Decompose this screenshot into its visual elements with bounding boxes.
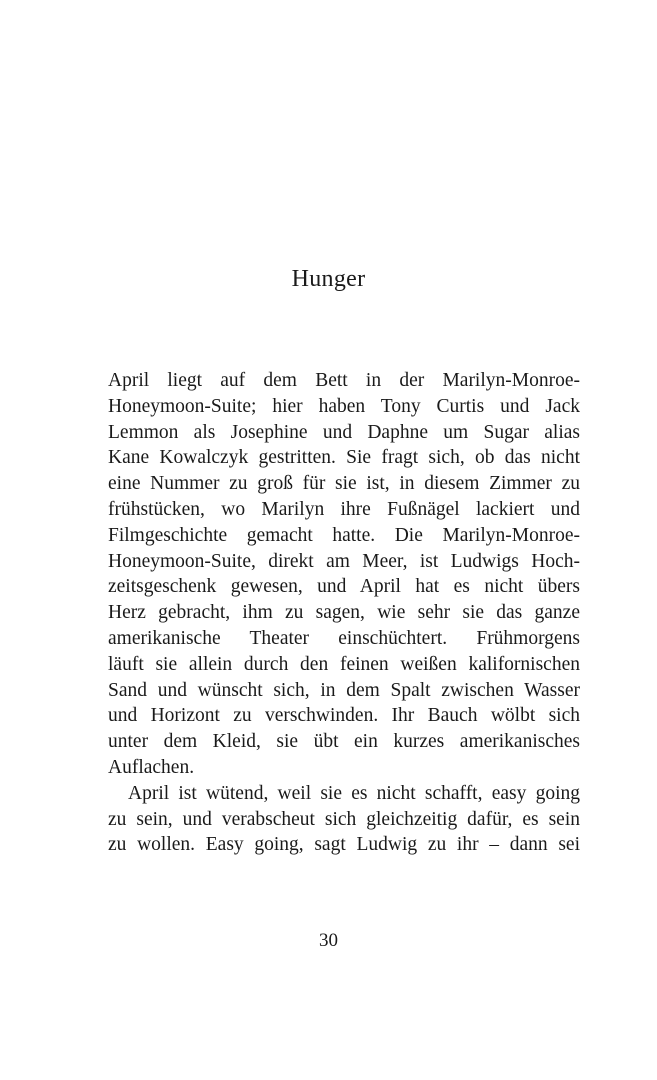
text-line: und Horizont zu verschwinden. Ihr Bauch wölbt sich	[108, 705, 580, 727]
text-line: Honeymoon-Suite, direkt am Meer, ist Ludwigs Hoch-	[108, 550, 580, 572]
text-line: Herz gebracht, ihm zu sagen, wie sehr sie das ganze	[108, 602, 580, 624]
text-line: Filmgeschichte gemacht hatte. Die Marilyn-Monroe-	[108, 524, 580, 546]
text-line: zu sein, und verabscheut sich gleichzeitig dafür, es sein	[108, 808, 580, 830]
page-number: 30	[319, 930, 338, 951]
text-line: Honeymoon-Suite; hier haben Tony Curtis und Jack	[108, 395, 580, 417]
text-line: zu wollen. Easy going, sagt Ludwig zu ihr – dann sei	[108, 834, 580, 856]
text-line: eine Nummer zu groß für sie ist, in diesem Zimmer zu	[108, 473, 580, 495]
text-line: Kane Kowalczyk gestritten. Sie fragt sich, ob das nicht	[108, 447, 580, 469]
text-line: Sand und wünscht sich, in dem Spalt zwischen Wasser	[108, 679, 580, 701]
text-line: zeitsgeschenk gewesen, und April hat es nicht übers	[108, 576, 580, 598]
text-line: amerikanische Theater einschüchtert. Frühmorgens	[108, 627, 580, 649]
body-text	[108, 368, 580, 858]
text-line: unter dem Kleid, sie übt ein kurzes amerikanisches	[108, 731, 580, 753]
text-line: läuft sie allein durch den feinen weißen kalifornischen	[108, 653, 580, 675]
text-line: Auflachen.	[108, 756, 195, 778]
text-line: frühstücken, wo Marilyn ihre Fußnägel lackiert und	[108, 498, 580, 520]
chapter-title: Hunger	[291, 266, 366, 292]
text-line: Lemmon als Josephine und Daphne um Sugar alias	[108, 421, 580, 443]
text-line: April ist wütend, weil sie es nicht schafft, easy going	[128, 782, 580, 804]
text-line: April liegt auf dem Bett in der Marilyn-Monroe-	[108, 370, 580, 391]
